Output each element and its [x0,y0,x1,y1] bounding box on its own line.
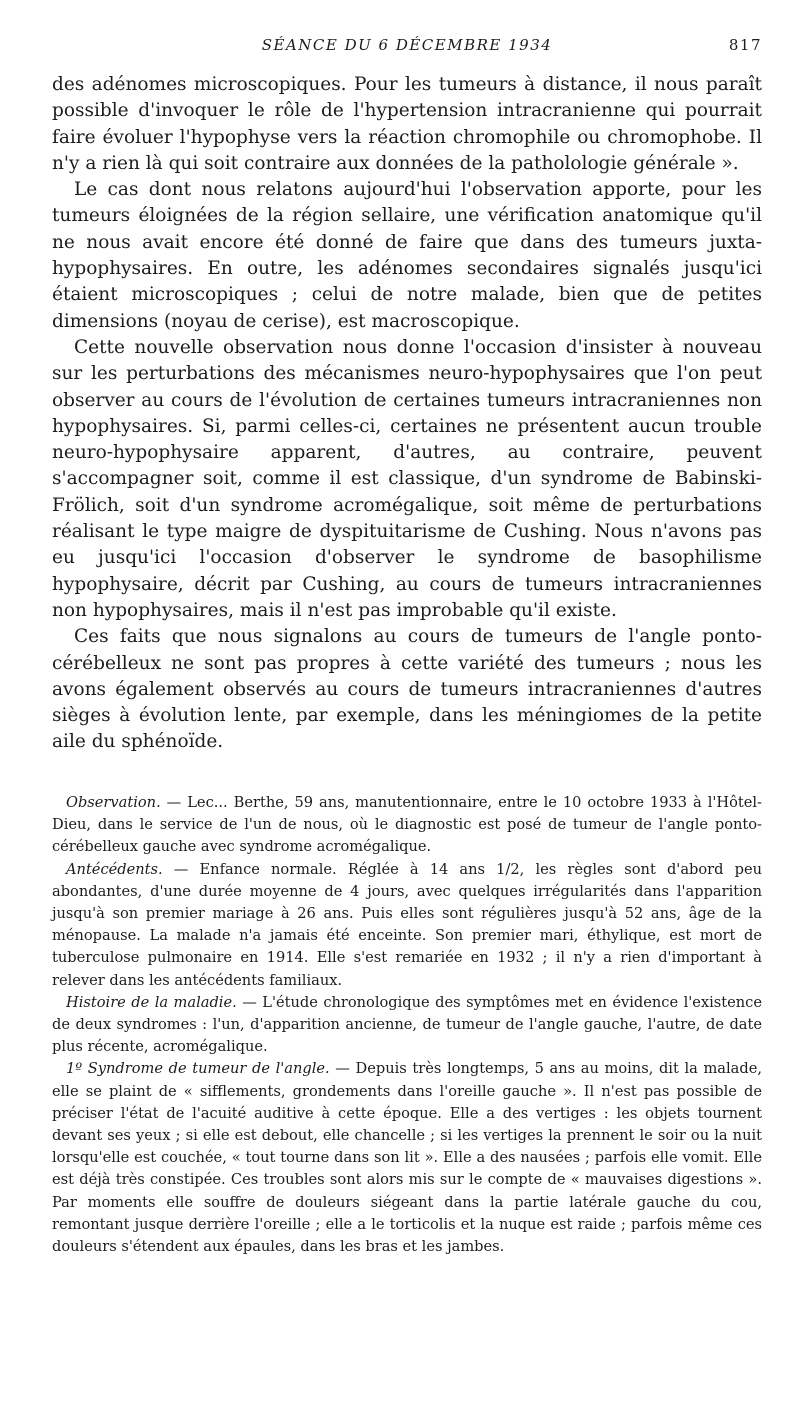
case-notes [52,792,762,1258]
note-text: — Lec... Berthe, 59 ans, manutentionnaire, entre le 10 octobre 1933 à l'Hôtel-Dieu, dans le service de l'un de nous, où le diagnostic est posé de tumeur de l'angle ponto-cérébelleux gauche avec syndrome acromégalique. [52,794,762,856]
page-number: 817 [728,36,762,54]
note-antecedents [52,859,762,992]
note-heading: Histoire de la maladie. [66,993,237,1011]
note-text: — Depuis très longtemps, 5 ans au moins, dit la malade, elle se plaint de « sifflements, grondements dans l'oreille gauche ». Il n'est pas possible de préciser l'état de l'acuité auditive à cette époque. Elle a des vertiges : les objets tournent devant ses yeux ; si elle est debout, elle chancelle ; si les vertiges la prennent le soir ou la nuit lorsqu'elle est couchée, « tout tourne dans son lit ». Elle a des nausées ; parfois elle vomit. Elle est déjà très constipée. Ces troubles sont alors mis sur le compte de « mauvaises digestions ». Par moments elle souffre de douleurs siégeant dans la partie latérale gauche du cou, remontant jusque derrière l'oreille ; elle a le torticolis et la nuque est raide ; parfois même ces douleurs s'étendent aux épaules, dans les bras et les jambes. [52,1060,762,1256]
note-text: — Enfance normale. Réglée à 14 ans 1/2, les règles sont d'abord peu abondantes, d'une durée moyenne de 4 jours, avec quelques irrégularités dans l'apparition jusqu'à son premier mariage à 26 ans. Puis elles sont régulières jusqu'à 52 ans, âge de la ménopause. La malade n'a jamais été enceinte. Son premier mari, éthylique, est mort de tuberculose pulmonaire en 1914. Elle s'est remariée en 1932 ; il n'y a rien d'important à relever dans les antécédents familiaux. [52,860,762,989]
note-text: — L'étude chronologique des symptômes met en évidence l'existence de deux syndromes : l'un, d'apparition ancienne, de tumeur de l'angle gauche, l'autre, de date plus récente, acromégalique. [52,993,762,1056]
running-title: SÉANCE DU 6 DÉCEMBRE 1934 [261,36,553,54]
paragraph: Le cas dont nous relatons aujourd'hui l'observation apporte, pour les tumeurs éloignées de la région sellaire, une vérification anatomique qu'il ne nous avait encore été donné de faire que dans des tumeurs juxta-hypophysaires. En outre, les adénomes secondaires signalés jusqu'ici étaient microscopiques ; celui de notre malade, bien que de petites dimensions (noyau de cerise), est macroscopique. [52,179,762,332]
note-syndrome [52,1058,762,1258]
paragraph: des adénomes microscopiques. Pour les tumeurs à distance, il nous paraît possible d'invoquer le rôle de l'hypertension intracranienne qui pourrait faire évoluer l'hypophyse vers la réaction chromophile ou chromophobe. Il n'y a rien là qui soit contraire aux données de la patholologie générale ». [52,74,762,174]
running-header [52,36,762,60]
note-history [52,992,762,1059]
paragraph: Cette nouvelle observation nous donne l'occasion d'insister à nouveau sur les perturbations des mécanismes neuro-hypophysaires que l'on peut observer au cours de l'évolution de certaines tumeurs intracraniennes non hypophysaires. Si, parmi celles-ci, certaines ne présentent aucun trouble neuro-hypophysaire apparent, d'autres, au contraire, peuvent s'accompagner soit, comme il est classique, d'un syndrome de Babinski-Frölich, soit d'un syndrome acromégalique, soit même de perturbations réalisant le type maigre de dyspituitarisme de Cushing. Nous n'avons pas eu jusqu'ici l'occasion d'observer le syndrome de basophilisme hypophysaire, décrit par Cushing, au cours de tumeurs intracraniennes non hypophysaires, mais il n'est pas improbable qu'il existe. [52,336,762,621]
paragraph: Ces faits que nous signalons au cours de tumeurs de l'angle ponto-cérébelleux ne sont pas propres à cette variété des tumeurs ; nous les avons également observés au cours de tumeurs intracraniennes d'autres sièges à évolution lente, par exemple, dans les méningiomes de la petite aile du sphénoïde. [52,626,762,753]
note-observation [52,792,762,859]
note-heading: 1º Syndrome de tumeur de l'angle. [66,1060,330,1078]
main-text [52,72,762,756]
note-heading: Observation. [66,794,161,811]
note-heading: Antécédents. [66,860,163,878]
